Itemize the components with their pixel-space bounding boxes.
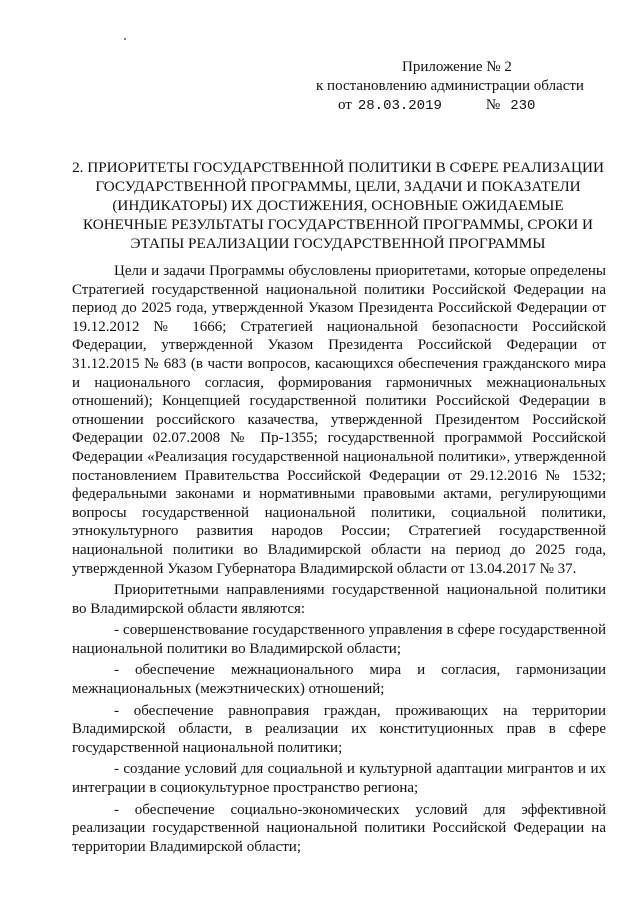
section-title: 2. ПРИОРИТЕТЫ ГОСУДАРСТВЕННОЙ ПОЛИТИКИ В СФЕРЕ РЕАЛИЗАЦИИ ГОСУДАРСТВЕННОЙ ПРОГРАММЫ, ЦЕЛИ, ЗАДАЧИ И ПОКАЗАТЕЛИ (ИНДИКАТОРЫ) ИХ ДОСТИЖЕНИЯ, ОСНОВНЫЕ ОЖИДАЕМЫЕ КОНЕЧНЫЕ РЕЗУЛЬТАТЫ ГОСУДАРСТВЕННОЙ ПРОГРАММЫ, СРОКИ И ЭТАПЫ РЕАЛИЗАЦИИ ГОСУДАРСТВЕННОЙ ПРОГРАММЫ: [72, 159, 604, 252]
paragraph-goals: Цели и задачи Программы обусловлены приоритетами, которые определены Стратегией государственной национальной политики Российской Федерации на период до 2025 года, утвержденной Указом Президента Российской Федерации от 19.12.2012 № 1666; Стратегией национальной безопасности Российской Федерации, утвержденной Указом Президента Российской Федерации от 31.12.2015 № 683 (в части вопросов, касающихся обеспечения гражданского мира и национального согласия, формирования гармоничных межнациональных отношений); Концепцией государственной политики Российской Федерации в отношении российского казачества, утвержденной Президентом Российской Федерации 02.07.2008 № Пр-1355; государственной программой Российской Федерации «Реализация государственной национальной политики», утвержденной постановлением Правительства Российской Федерации от 29.12.2016 № 1532; федеральными законами и нормативными правовыми актами, регулирующими вопросы государственной национальной политики, социальной политики, этнокультурного развития народов России; Стратегией государственной национальной политики во Владимирской области на период до 2025 года, утвержденной Указом Губернатора Владимирской области от 13.04.2017 № 37.: [72, 263, 606, 577]
appendix-reference: к постановлению администрации области: [316, 78, 584, 94]
list-item: - совершенствование государственного управления в сфере государственной национальной политики во Владимирской области;: [72, 622, 606, 657]
appendix-date-number: [316, 96, 616, 116]
paragraph-priorities-intro: Приоритетными направлениями государственной национальной политики во Владимирской области являются:: [72, 582, 606, 617]
document-body: [72, 262, 606, 856]
appendix-date: 28.03.2019: [357, 98, 442, 114]
appendix-number: 230: [510, 98, 536, 114]
list-item: - обеспечение равноправия граждан, проживающих на территории Владимирской области, в реализации их конституционных прав в сфере государственной национальной политики;: [72, 702, 606, 756]
list-item: - обеспечение межнационального мира и согласия, гармонизации межнациональных (межэтнических) отношений;: [72, 662, 606, 698]
appendix-title: Приложение № 2: [402, 59, 512, 75]
appendix-number-sign: №: [485, 97, 501, 113]
list-item: - создание условий для социальной и культурной адаптации мигрантов и их интеграции в социокультурное пространство региона;: [72, 761, 606, 797]
list-item: - обеспечение социально-экономических условий для эффективной реализации государственной национальной политики Российской Федерации на территории Владимирской области;: [72, 801, 606, 855]
appendix-header: [316, 58, 616, 116]
scan-speck: [124, 38, 126, 40]
appendix-from-label: от: [338, 97, 352, 113]
